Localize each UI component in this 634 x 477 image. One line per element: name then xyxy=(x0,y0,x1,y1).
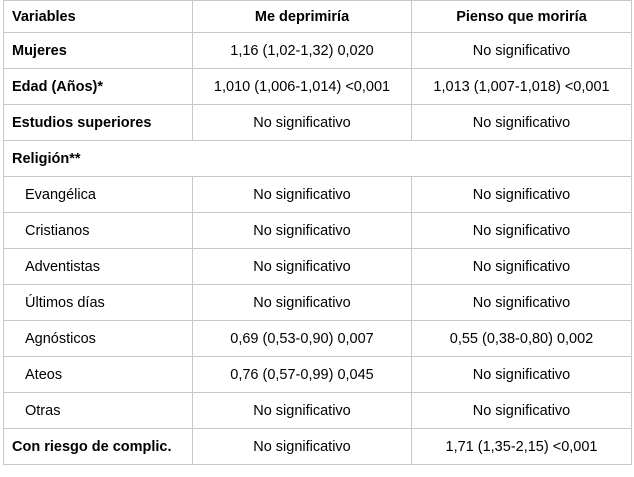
row-variable-label: Mujeres xyxy=(4,33,193,69)
row-me-deprimiria-value: 1,16 (1,02-1,32) 0,020 xyxy=(193,33,412,69)
row-variable-label: Agnósticos xyxy=(4,321,193,357)
row-pienso-moriria-value: No significativo xyxy=(412,393,632,429)
group-label-religion: Religión** xyxy=(4,141,632,177)
table-row xyxy=(4,285,632,321)
row-pienso-moriria-value: 0,55 (0,38-0,80) 0,002 xyxy=(412,321,632,357)
row-pienso-moriria-value: No significativo xyxy=(412,105,632,141)
row-variable-label: Evangélica xyxy=(4,177,193,213)
table-row xyxy=(4,213,632,249)
row-variable-label: Edad (Años)* xyxy=(4,69,193,105)
row-variable-label: Con riesgo de complic. xyxy=(4,429,193,465)
row-pienso-moriria-value: No significativo xyxy=(412,357,632,393)
table-row xyxy=(4,249,632,285)
table-row xyxy=(4,69,632,105)
row-pienso-moriria-value: 1,71 (1,35-2,15) <0,001 xyxy=(412,429,632,465)
row-me-deprimiria-value: 1,010 (1,006-1,014) <0,001 xyxy=(193,69,412,105)
table-row xyxy=(4,429,632,465)
row-variable-label: Cristianos xyxy=(4,213,193,249)
table-row xyxy=(4,105,632,141)
row-variable-label: Ateos xyxy=(4,357,193,393)
row-me-deprimiria-value: No significativo xyxy=(193,105,412,141)
results-table xyxy=(3,0,632,465)
row-variable-label: Otras xyxy=(4,393,193,429)
row-pienso-moriria-value: No significativo xyxy=(412,285,632,321)
row-pienso-moriria-value: No significativo xyxy=(412,33,632,69)
header-pienso-moriria: Pienso que moriría xyxy=(412,1,632,33)
table-group-row xyxy=(4,141,632,177)
row-me-deprimiria-value: No significativo xyxy=(193,213,412,249)
row-me-deprimiria-value: No significativo xyxy=(193,429,412,465)
table-row xyxy=(4,393,632,429)
table-row xyxy=(4,321,632,357)
table-row xyxy=(4,33,632,69)
row-pienso-moriria-value: No significativo xyxy=(412,213,632,249)
table-row xyxy=(4,357,632,393)
row-variable-label: Estudios superiores xyxy=(4,105,193,141)
row-pienso-moriria-value: 1,013 (1,007-1,018) <0,001 xyxy=(412,69,632,105)
row-variable-label: Últimos días xyxy=(4,285,193,321)
row-me-deprimiria-value: No significativo xyxy=(193,249,412,285)
table-row xyxy=(4,177,632,213)
header-variables: Variables xyxy=(4,1,193,33)
row-pienso-moriria-value: No significativo xyxy=(412,249,632,285)
row-me-deprimiria-value: No significativo xyxy=(193,177,412,213)
row-pienso-moriria-value: No significativo xyxy=(412,177,632,213)
row-me-deprimiria-value: 0,69 (0,53-0,90) 0,007 xyxy=(193,321,412,357)
header-me-deprimiria: Me deprimiría xyxy=(193,1,412,33)
row-variable-label: Adventistas xyxy=(4,249,193,285)
row-me-deprimiria-value: 0,76 (0,57-0,99) 0,045 xyxy=(193,357,412,393)
table-header-row xyxy=(4,1,632,33)
row-me-deprimiria-value: No significativo xyxy=(193,393,412,429)
row-me-deprimiria-value: No significativo xyxy=(193,285,412,321)
